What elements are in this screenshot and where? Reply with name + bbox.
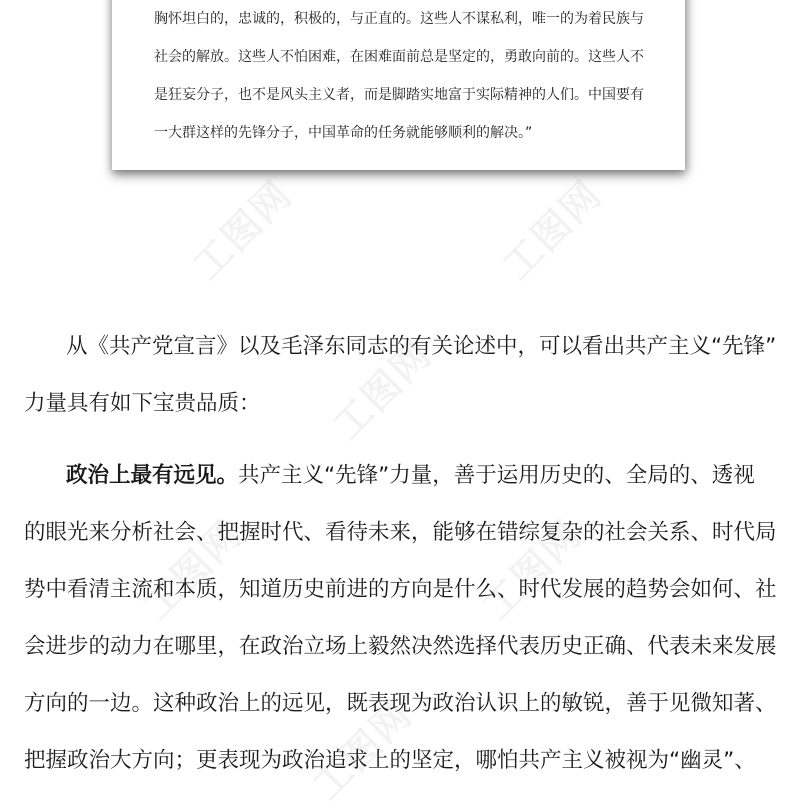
section-line: 会进步的动力在哪里，在政治立场上毅然决然选择代表历史正确、代表未来发展	[24, 634, 777, 659]
quote-line: 是狂妄分子，也不是风头主义者，而是脚踏实地富于实际精神的人们。中国要有	[154, 87, 644, 103]
section-line: 势中看清主流和本质，知道历史前进的方向是什么、时代发展的趋势会如何、社	[24, 577, 777, 602]
watermark: 工图网	[324, 331, 441, 448]
intro-line: 力量具有如下宝贵品质：	[24, 391, 261, 416]
section-text: 共产主义“先锋”力量，善于运用历史的、全局的、透视	[238, 463, 755, 488]
section-first-line	[24, 447, 784, 504]
watermark: 工图网	[304, 691, 421, 808]
section-heading: 政治上最有远见。	[66, 463, 239, 488]
section-line: 方向的一边。这种政治上的远见，既表现为政治认识上的敏锐，善于见微知著、	[24, 691, 777, 716]
watermark: 工图网	[474, 511, 591, 628]
watermark: 工图网	[134, 511, 251, 628]
section-line: 的眼光来分析社会、把握时代、看待未来，能够在错综复杂的社会关系、时代局	[24, 520, 777, 545]
quote-card	[112, 0, 685, 170]
intro-line: 从《共产党宣言》以及毛泽东同志的有关论述中，可以看出共产主义“先锋”	[66, 334, 777, 359]
paragraph-gap	[24, 432, 784, 447]
quote-line: 社会的解放。这些人不怕困难，在困难面前总是坚定的，勇敢向前的。这些人不	[154, 49, 644, 65]
section-line: 把握政治大方向；更表现为政治追求上的坚定，哪怕共产主义被视为“幽灵”、	[24, 748, 756, 773]
watermark: 工图网	[494, 171, 611, 288]
watermark: 工图网	[184, 171, 301, 288]
quote-line: 胸怀坦白的，忠诚的，积极的，与正直的。这些人不谋私利，唯一的为着民族与	[154, 11, 644, 27]
article-body	[24, 318, 784, 789]
quote-line: 一大群这样的先锋分子，中国革命的任务就能够顺利的解决。”	[154, 125, 533, 141]
quote-text	[154, 0, 674, 152]
